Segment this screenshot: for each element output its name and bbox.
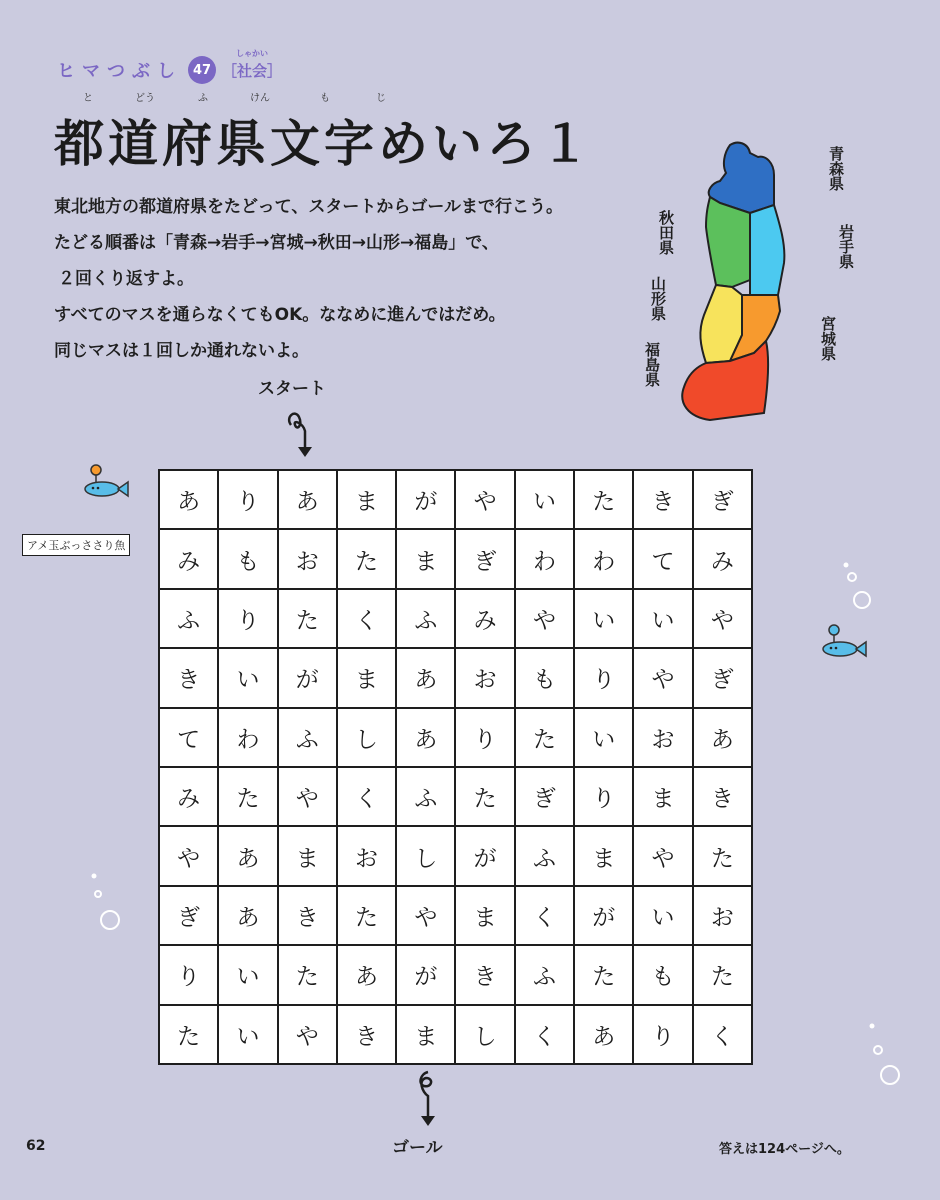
- maze-cell[interactable]: た: [279, 946, 336, 1003]
- maze-cell[interactable]: や: [160, 827, 217, 884]
- maze-cell[interactable]: ぎ: [694, 471, 751, 528]
- maze-cell[interactable]: し: [456, 1006, 513, 1063]
- maze-cell[interactable]: や: [279, 1006, 336, 1063]
- maze-cell[interactable]: た: [338, 887, 395, 944]
- maze-cell[interactable]: し: [397, 827, 454, 884]
- maze-cell[interactable]: や: [397, 887, 454, 944]
- maze-cell[interactable]: い: [575, 590, 632, 647]
- maze-cell[interactable]: お: [338, 827, 395, 884]
- maze-cell[interactable]: ふ: [279, 709, 336, 766]
- goal-label: ゴール: [392, 1138, 443, 1158]
- maze-cell[interactable]: た: [575, 946, 632, 1003]
- bubbles-icon: [86, 870, 126, 935]
- maze-cell[interactable]: り: [219, 471, 276, 528]
- label-aomori: 青森県: [827, 146, 845, 191]
- instruction-line: すべてのマスを通らなくてもOK。ななめに進んではだめ。: [54, 305, 506, 325]
- maze-cell[interactable]: あ: [338, 946, 395, 1003]
- maze-cell[interactable]: い: [219, 946, 276, 1003]
- answer-note: 答えは124ページへ。: [719, 1142, 850, 1157]
- label-fukushima: 福島県: [643, 342, 661, 387]
- tohoku-map: [670, 135, 790, 430]
- maze-cell[interactable]: あ: [397, 709, 454, 766]
- maze-cell[interactable]: ぎ: [694, 649, 751, 706]
- label-akita: 秋田県: [657, 210, 675, 255]
- maze-cell[interactable]: い: [634, 887, 691, 944]
- label-yamagata: 山形県: [649, 276, 667, 321]
- puzzle-number-badge: 47: [188, 56, 216, 84]
- maze-cell[interactable]: ま: [338, 471, 395, 528]
- maze-cell[interactable]: く: [516, 1006, 573, 1063]
- maze-cell[interactable]: が: [397, 471, 454, 528]
- maze-cell[interactable]: あ: [219, 887, 276, 944]
- maze-cell[interactable]: が: [575, 887, 632, 944]
- instruction-line: 同じマスは１回しか通れないよ。: [54, 341, 309, 361]
- akita-region: [706, 197, 750, 287]
- maze-cell[interactable]: ま: [338, 649, 395, 706]
- maze-cell[interactable]: き: [160, 649, 217, 706]
- maze-cell[interactable]: く: [338, 768, 395, 825]
- subject-ruby: しゃかい: [236, 48, 268, 58]
- page-title: 都道府県文字めいろ１: [54, 115, 594, 173]
- maze-cell[interactable]: た: [694, 946, 751, 1003]
- instruction-line: ２回くり返すよ。: [58, 269, 194, 289]
- maze-cell[interactable]: が: [397, 946, 454, 1003]
- fish-icon: [80, 462, 132, 502]
- maze-cell[interactable]: き: [279, 887, 336, 944]
- maze-cell[interactable]: り: [160, 946, 217, 1003]
- maze-cell[interactable]: た: [516, 709, 573, 766]
- maze-cell[interactable]: あ: [279, 471, 336, 528]
- maze-cell[interactable]: き: [338, 1006, 395, 1063]
- maze-cell[interactable]: お: [694, 887, 751, 944]
- maze-cell[interactable]: ま: [279, 827, 336, 884]
- maze-cell[interactable]: ま: [397, 1006, 454, 1063]
- maze-cell[interactable]: ま: [456, 887, 513, 944]
- maze-cell[interactable]: み: [160, 768, 217, 825]
- ruby: と: [83, 93, 93, 104]
- maze-cell[interactable]: く: [338, 590, 395, 647]
- maze-cell[interactable]: あ: [397, 649, 454, 706]
- maze-cell[interactable]: ま: [397, 530, 454, 587]
- maze-cell[interactable]: い: [575, 709, 632, 766]
- maze-cell[interactable]: あ: [575, 1006, 632, 1063]
- maze-cell[interactable]: り: [575, 649, 632, 706]
- ruby: けん: [250, 93, 270, 104]
- ruby: ふ: [198, 93, 208, 104]
- header: [57, 48, 283, 84]
- maze-cell[interactable]: た: [279, 590, 336, 647]
- maze-cell[interactable]: あ: [694, 709, 751, 766]
- start-arrow-icon: [283, 405, 323, 460]
- title-ruby: [58, 89, 418, 104]
- maze-cell[interactable]: や: [279, 768, 336, 825]
- instructions: [54, 196, 644, 376]
- maze-cell[interactable]: や: [634, 649, 691, 706]
- maze-cell[interactable]: き: [634, 471, 691, 528]
- maze-cell[interactable]: み: [456, 590, 513, 647]
- maze-cell[interactable]: わ: [219, 709, 276, 766]
- maze-cell[interactable]: も: [516, 649, 573, 706]
- maze-cell[interactable]: ま: [575, 827, 632, 884]
- maze-cell[interactable]: や: [456, 471, 513, 528]
- maze-cell[interactable]: ぎ: [456, 530, 513, 587]
- maze-cell[interactable]: た: [338, 530, 395, 587]
- maze-cell[interactable]: き: [456, 946, 513, 1003]
- maze-cell[interactable]: り: [634, 1006, 691, 1063]
- maze-cell[interactable]: わ: [516, 530, 573, 587]
- maze-cell[interactable]: い: [219, 649, 276, 706]
- maze-cell[interactable]: く: [694, 1006, 751, 1063]
- instruction-line: 東北地方の都道府県をたどって、スタートからゴールまで行こう。: [54, 197, 563, 217]
- ruby: どう: [135, 93, 155, 104]
- maze-cell[interactable]: あ: [219, 827, 276, 884]
- maze-cell[interactable]: ぎ: [516, 768, 573, 825]
- maze-cell[interactable]: お: [279, 530, 336, 587]
- maze-cell[interactable]: が: [456, 827, 513, 884]
- maze-cell[interactable]: や: [694, 590, 751, 647]
- maze-cell[interactable]: ふ: [397, 768, 454, 825]
- maze-cell[interactable]: わ: [575, 530, 632, 587]
- bubbles-icon: [860, 1020, 905, 1090]
- label-iwate: 岩手県: [837, 224, 855, 269]
- maze-cell[interactable]: り: [575, 768, 632, 825]
- page-number: 62: [26, 1138, 46, 1154]
- maze-cell[interactable]: い: [634, 590, 691, 647]
- maze-cell[interactable]: み: [160, 530, 217, 587]
- maze-cell[interactable]: く: [516, 887, 573, 944]
- maze-cell[interactable]: た: [456, 768, 513, 825]
- subject-text: ［社会］: [222, 61, 283, 80]
- maze-cell[interactable]: し: [338, 709, 395, 766]
- maze-cell[interactable]: あ: [160, 471, 217, 528]
- maze-cell[interactable]: ふ: [397, 590, 454, 647]
- maze-cell[interactable]: て: [160, 709, 217, 766]
- maze-cell[interactable]: ふ: [516, 946, 573, 1003]
- maze-cell[interactable]: た: [160, 1006, 217, 1063]
- iwate-region: [750, 205, 784, 295]
- maze-cell[interactable]: や: [634, 827, 691, 884]
- ruby: も: [320, 93, 330, 104]
- maze-cell[interactable]: が: [279, 649, 336, 706]
- maze-cell[interactable]: お: [634, 709, 691, 766]
- maze-cell[interactable]: お: [456, 649, 513, 706]
- maze-cell[interactable]: も: [219, 530, 276, 587]
- maze-cell[interactable]: た: [575, 471, 632, 528]
- maze-cell[interactable]: や: [516, 590, 573, 647]
- maze-cell[interactable]: ま: [634, 768, 691, 825]
- bubbles-icon: [840, 560, 880, 615]
- label-miyagi: 宮城県: [819, 316, 837, 361]
- maze-cell[interactable]: ぎ: [160, 887, 217, 944]
- maze-cell[interactable]: み: [694, 530, 751, 587]
- ruby: じ: [376, 93, 386, 104]
- maze-cell[interactable]: ふ: [516, 827, 573, 884]
- subject-label: [222, 48, 283, 81]
- maze-cell[interactable]: り: [456, 709, 513, 766]
- start-label: スタート: [258, 379, 326, 399]
- goal-arrow-icon: [406, 1068, 446, 1130]
- maze-cell[interactable]: て: [634, 530, 691, 587]
- maze-cell[interactable]: き: [694, 768, 751, 825]
- fish-icon: [818, 622, 870, 662]
- maze-grid: [158, 469, 753, 1065]
- maze-cell[interactable]: ふ: [160, 590, 217, 647]
- maze-cell[interactable]: り: [219, 590, 276, 647]
- maze-cell[interactable]: も: [634, 946, 691, 1003]
- instruction-line: たどる順番は「青森→岩手→宮城→秋田→山形→福島」で、: [54, 233, 499, 253]
- series-label: ヒマつぶし: [57, 61, 182, 82]
- maze-cell[interactable]: い: [219, 1006, 276, 1063]
- maze-cell[interactable]: い: [516, 471, 573, 528]
- maze-cell[interactable]: た: [694, 827, 751, 884]
- maze-cell[interactable]: た: [219, 768, 276, 825]
- fish-caption: アメ玉ぶっささり魚: [22, 534, 130, 556]
